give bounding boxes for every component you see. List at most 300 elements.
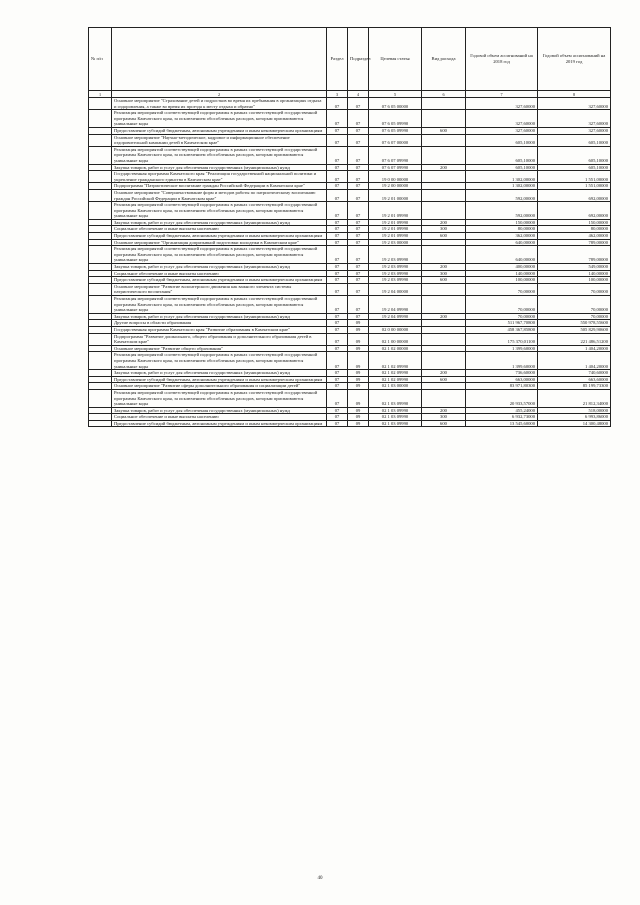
amount-2019-cell: 327,60000: [538, 110, 611, 128]
table-row: [89, 233, 611, 240]
table-header-row: [89, 28, 611, 91]
expense-type-cell: 600: [422, 233, 466, 240]
amount-2019-cell: 1 551,00000: [538, 171, 611, 183]
target-article-cell: 02 1 03 09990: [369, 420, 422, 427]
expense-type-cell: [422, 202, 466, 220]
header-amount-2018: Годовой объем ассигнований на 2018 год: [466, 28, 538, 91]
table-row: [89, 320, 611, 327]
row-name-cell: Закупка товаров, работ и услуг для обеспечения государственных (муниципальных) нужд: [112, 370, 327, 377]
amount-2018-cell: 605,10000: [466, 146, 538, 164]
section-cell: 07: [327, 134, 348, 146]
amount-2019-cell: 692,00000: [538, 202, 611, 220]
section-cell: 07: [327, 219, 348, 226]
row-name-cell: Социальное обеспечение и иные выплаты населению: [112, 414, 327, 421]
expense-type-cell: 600: [422, 277, 466, 284]
amount-2019-cell: 1 404,20000: [538, 352, 611, 370]
column-number-row: [89, 91, 611, 98]
row-number-cell: [89, 202, 112, 220]
column-number: 2: [112, 91, 327, 98]
amount-2018-cell: 70,00000: [466, 313, 538, 320]
amount-2019-cell: 505 829,90600: [538, 326, 611, 333]
amount-2019-cell: 21 812,34000: [538, 389, 611, 407]
expense-type-cell: [422, 183, 466, 190]
section-cell: 07: [327, 326, 348, 333]
table-row: [89, 98, 611, 110]
section-cell: 07: [327, 164, 348, 171]
row-number-cell: [89, 389, 112, 407]
target-article-cell: 02 1 02 00000: [369, 345, 422, 352]
row-name-cell: Предоставление субсидий бюджетным, автономным учреждениям и иным некоммерческим организациям: [112, 420, 327, 427]
row-name-cell: Предоставление субсидий бюджетным, автономным учреждениям и иным некоммерческим организациям: [112, 376, 327, 383]
subsection-cell: 07: [348, 264, 369, 271]
target-article-cell: 07 6 05 09990: [369, 127, 422, 134]
subsection-cell: 07: [348, 226, 369, 233]
expense-type-cell: 200: [422, 407, 466, 414]
target-article-cell: 02 1 03 09990: [369, 407, 422, 414]
subsection-cell: 07: [348, 296, 369, 314]
amount-2018-cell: 1 302,00000: [466, 171, 538, 183]
amount-2019-cell: 605,10000: [538, 146, 611, 164]
table-row: [89, 246, 611, 264]
row-name-cell: Основное мероприятие "Страхование детей и подростков во время их пребывания в организациях отдыха и оздоровления, а также во время их проезда к месту отдыха и обратно": [112, 98, 327, 110]
amount-2018-cell: 175 370,01100: [466, 333, 538, 345]
amount-2018-cell: 150,00000: [466, 219, 538, 226]
expense-type-cell: [422, 326, 466, 333]
amount-2019-cell: 605,10000: [538, 134, 611, 146]
column-number: 3: [327, 91, 348, 98]
amount-2019-cell: 740,60000: [538, 370, 611, 377]
amount-2019-cell: 549,00000: [538, 264, 611, 271]
row-number-cell: [89, 407, 112, 414]
budget-table: [88, 27, 611, 427]
section-cell: 07: [327, 383, 348, 390]
expense-type-cell: [422, 283, 466, 295]
row-name-cell: Социальное обеспечение и иные выплаты населению: [112, 226, 327, 233]
amount-2018-cell: 6 932,73000: [466, 414, 538, 421]
expense-type-cell: 200: [422, 164, 466, 171]
row-number-cell: [89, 345, 112, 352]
table-row: [89, 127, 611, 134]
table-row: [89, 352, 611, 370]
row-name-cell: Другие вопросы в области образования: [112, 320, 327, 327]
row-name-cell: Реализация мероприятий соответствующей подпрограммы в рамках соответствующей государственной программы Камчатского края, за исключением обособленных расходов, которым присваиваются уникальные коды: [112, 202, 327, 220]
subsection-cell: 07: [348, 219, 369, 226]
row-name-cell: Предоставление субсидий бюджетным, автономным учреждениям и иным некоммерческим организациям: [112, 233, 327, 240]
subsection-cell: 07: [348, 246, 369, 264]
amount-2018-cell: 362,00000: [466, 233, 538, 240]
subsection-cell: 07: [348, 110, 369, 128]
target-article-cell: 19 2 01 00000: [369, 189, 422, 201]
amount-2018-cell: 140,00000: [466, 270, 538, 277]
table-row: [89, 313, 611, 320]
expense-type-cell: 600: [422, 420, 466, 427]
row-number-cell: [89, 283, 112, 295]
table-row: [89, 283, 611, 295]
target-article-cell: 07 6 07 09990: [369, 146, 422, 164]
row-number-cell: [89, 420, 112, 427]
table-row: [89, 326, 611, 333]
amount-2019-cell: 550 978,55600: [538, 320, 611, 327]
amount-2018-cell: 400,00000: [466, 264, 538, 271]
target-article-cell: 19 2 03 09990: [369, 270, 422, 277]
column-number: 5: [369, 91, 422, 98]
subsection-cell: 09: [348, 333, 369, 345]
row-number-cell: [89, 296, 112, 314]
target-article-cell: 07 6 07 00000: [369, 134, 422, 146]
target-article-cell: 02 1 02 09990: [369, 352, 422, 370]
section-cell: 07: [327, 320, 348, 327]
target-article-cell: 19 2 01 09990: [369, 219, 422, 226]
amount-2019-cell: 70,00000: [538, 313, 611, 320]
row-name-cell: Подпрограмма "Развитие дошкольного, общего образования и дополнительного образования детей в Камчатском крае": [112, 333, 327, 345]
header-target: Целевая статья: [369, 28, 422, 91]
subsection-cell: 09: [348, 345, 369, 352]
amount-2019-cell: 327,60000: [538, 127, 611, 134]
amount-2018-cell: 1 302,00000: [466, 183, 538, 190]
amount-2018-cell: 455,24000: [466, 407, 538, 414]
target-article-cell: 02 0 00 00000: [369, 326, 422, 333]
table-row: [89, 383, 611, 390]
subsection-cell: 09: [348, 420, 369, 427]
row-number-cell: [89, 376, 112, 383]
amount-2018-cell: 736,60000: [466, 370, 538, 377]
expense-type-cell: [422, 296, 466, 314]
target-article-cell: 07 6 05 00000: [369, 98, 422, 110]
column-number: 8: [538, 91, 611, 98]
column-number: 7: [466, 91, 538, 98]
row-name-cell: Закупка товаров, работ и услуг для обеспечения государственных (муниципальных) нужд: [112, 313, 327, 320]
target-article-cell: [369, 320, 422, 327]
row-name-cell: Основное мероприятие "Организация допризывной подготовки молодежи в Камчатском крае": [112, 239, 327, 246]
expense-type-cell: [422, 171, 466, 183]
subsection-cell: 07: [348, 270, 369, 277]
section-cell: 07: [327, 407, 348, 414]
subsection-cell: 09: [348, 352, 369, 370]
amount-2019-cell: 140,00000: [538, 270, 611, 277]
column-number: 4: [348, 91, 369, 98]
target-article-cell: 02 1 03 00000: [369, 383, 422, 390]
target-article-cell: 19 2 01 09990: [369, 202, 422, 220]
amount-2018-cell: 20 933,57000: [466, 389, 538, 407]
target-article-cell: 19 2 03 09990: [369, 246, 422, 264]
row-name-cell: Закупка товаров, работ и услуг для обеспечения государственных (муниципальных) нужд: [112, 407, 327, 414]
table-body: [89, 98, 611, 427]
subsection-cell: 07: [348, 164, 369, 171]
expense-type-cell: [422, 320, 466, 327]
section-cell: 07: [327, 376, 348, 383]
section-cell: 07: [327, 239, 348, 246]
amount-2018-cell: 592,00000: [466, 189, 538, 201]
amount-2018-cell: 327,60000: [466, 127, 538, 134]
section-cell: 07: [327, 146, 348, 164]
subsection-cell: 07: [348, 183, 369, 190]
row-name-cell: Реализация мероприятий соответствующей подпрограммы в рамках соответствующей государственной программы Камчатского края, за исключением обособленных расходов, которым присваиваются уникальные коды: [112, 146, 327, 164]
section-cell: 07: [327, 277, 348, 284]
amount-2019-cell: 1 551,00000: [538, 183, 611, 190]
row-number-cell: [89, 239, 112, 246]
table-row: [89, 345, 611, 352]
expense-type-cell: [422, 98, 466, 110]
amount-2019-cell: 789,00000: [538, 246, 611, 264]
section-cell: 07: [327, 226, 348, 233]
amount-2019-cell: 518,00000: [538, 407, 611, 414]
row-number-cell: [89, 146, 112, 164]
amount-2019-cell: 221 486,51200: [538, 333, 611, 345]
section-cell: 07: [327, 352, 348, 370]
subsection-cell: 07: [348, 283, 369, 295]
target-article-cell: 19 2 03 09990: [369, 264, 422, 271]
subsection-cell: 09: [348, 320, 369, 327]
subsection-cell: 09: [348, 383, 369, 390]
section-cell: 07: [327, 370, 348, 377]
amount-2018-cell: 605,10000: [466, 134, 538, 146]
expense-type-cell: 300: [422, 270, 466, 277]
table-row: [89, 277, 611, 284]
row-name-cell: Реализация мероприятий соответствующей подпрограммы в рамках соответствующей государственной программы Камчатского края, за исключением обособленных расходов, которым присваиваются уникальные коды: [112, 296, 327, 314]
table-row: [89, 164, 611, 171]
table-row: [89, 296, 611, 314]
expense-type-cell: 200: [422, 219, 466, 226]
row-name-cell: Основное мероприятие "Совершенствование форм и методов работы по патриотическому воспитанию граждан Российской Федерации в Камчатском крае": [112, 189, 327, 201]
expense-type-cell: [422, 239, 466, 246]
column-number: 1: [89, 91, 112, 98]
section-cell: 07: [327, 233, 348, 240]
table-row: [89, 420, 611, 427]
row-number-cell: [89, 189, 112, 201]
amount-2018-cell: 80,00000: [466, 226, 538, 233]
target-article-cell: 07 6 07 09990: [369, 164, 422, 171]
amount-2018-cell: 13 545,60000: [466, 420, 538, 427]
row-name-cell: Закупка товаров, работ и услуг для обеспечения государственных (муниципальных) нужд: [112, 219, 327, 226]
subsection-cell: 07: [348, 239, 369, 246]
amount-2019-cell: 462,00000: [538, 233, 611, 240]
table-row: [89, 183, 611, 190]
amount-2018-cell: 327,60000: [466, 98, 538, 110]
subsection-cell: 07: [348, 171, 369, 183]
section-cell: 07: [327, 98, 348, 110]
header-expense-type: Вид расхода: [422, 28, 466, 91]
target-article-cell: 02 1 03 09990: [369, 414, 422, 421]
row-number-cell: [89, 183, 112, 190]
expense-type-cell: 600: [422, 376, 466, 383]
table-row: [89, 389, 611, 407]
row-number-cell: [89, 326, 112, 333]
row-name-cell: Подпрограмма "Патриотическое воспитание граждан Российской Федерации в Камчатском крае": [112, 183, 327, 190]
expense-type-cell: [422, 333, 466, 345]
amount-2018-cell: 70,00000: [466, 296, 538, 314]
subsection-cell: 07: [348, 202, 369, 220]
section-cell: 07: [327, 345, 348, 352]
expense-type-cell: 600: [422, 127, 466, 134]
amount-2018-cell: 511 967,70800: [466, 320, 538, 327]
row-number-cell: [89, 333, 112, 345]
row-number-cell: [89, 313, 112, 320]
amount-2019-cell: 150,00000: [538, 219, 611, 226]
row-name-cell: Закупка товаров, работ и услуг для обеспечения государственных (муниципальных) нужд: [112, 264, 327, 271]
section-cell: 07: [327, 189, 348, 201]
header-num: № п/п: [89, 28, 112, 91]
table-row: [89, 264, 611, 271]
row-number-cell: [89, 320, 112, 327]
amount-2018-cell: 327,60000: [466, 110, 538, 128]
row-name-cell: Государственная программа Камчатского края "Развитие образования в Камчатском крае": [112, 326, 327, 333]
table-row: [89, 226, 611, 233]
section-cell: 07: [327, 283, 348, 295]
row-name-cell: Основное мероприятие "Развитие волонтерского движения как важного элемента системы патриотического воспитания": [112, 283, 327, 295]
target-article-cell: 19 2 04 09990: [369, 313, 422, 320]
expense-type-cell: 200: [422, 370, 466, 377]
subsection-cell: 09: [348, 370, 369, 377]
amount-2019-cell: 70,00000: [538, 296, 611, 314]
subsection-cell: 09: [348, 326, 369, 333]
amount-2019-cell: 1 404,20000: [538, 345, 611, 352]
target-article-cell: 02 1 02 09990: [369, 370, 422, 377]
expense-type-cell: [422, 146, 466, 164]
section-cell: 07: [327, 264, 348, 271]
row-number-cell: [89, 98, 112, 110]
expense-type-cell: [422, 246, 466, 264]
amount-2018-cell: 1 399,60000: [466, 352, 538, 370]
row-number-cell: [89, 246, 112, 264]
row-name-cell: Реализация мероприятий соответствующей подпрограммы в рамках соответствующей государственной программы Камчатского края, за исключением обособленных расходов, которым присваиваются уникальные коды: [112, 352, 327, 370]
row-number-cell: [89, 134, 112, 146]
section-cell: 07: [327, 127, 348, 134]
table-row: [89, 189, 611, 201]
section-cell: 07: [327, 389, 348, 407]
amount-2018-cell: 100,00000: [466, 277, 538, 284]
table-row: [89, 333, 611, 345]
header-name: [112, 28, 327, 91]
target-article-cell: 19 2 01 09990: [369, 226, 422, 233]
row-number-cell: [89, 171, 112, 183]
expense-type-cell: [422, 383, 466, 390]
row-number-cell: [89, 264, 112, 271]
row-number-cell: [89, 127, 112, 134]
row-number-cell: [89, 383, 112, 390]
amount-2019-cell: 85 199,73300: [538, 383, 611, 390]
expense-type-cell: 300: [422, 414, 466, 421]
target-article-cell: 19 2 01 09990: [369, 233, 422, 240]
target-article-cell: 02 1 03 09990: [369, 389, 422, 407]
section-cell: 07: [327, 420, 348, 427]
amount-2019-cell: 6 993,86000: [538, 414, 611, 421]
target-article-cell: 19 2 04 09990: [369, 296, 422, 314]
amount-2019-cell: 327,60000: [538, 98, 611, 110]
target-article-cell: 02 1 02 09990: [369, 376, 422, 383]
row-number-cell: [89, 233, 112, 240]
table-row: [89, 219, 611, 226]
section-cell: 07: [327, 270, 348, 277]
table-row: [89, 407, 611, 414]
header-subsection: Подраздел: [348, 28, 369, 91]
amount-2019-cell: 605,10000: [538, 164, 611, 171]
row-number-cell: [89, 370, 112, 377]
expense-type-cell: 200: [422, 313, 466, 320]
table-row: [89, 270, 611, 277]
target-article-cell: 19 2 03 00000: [369, 239, 422, 246]
table-row: [89, 370, 611, 377]
target-article-cell: 02 1 00 00000: [369, 333, 422, 345]
table-row: [89, 134, 611, 146]
row-number-cell: [89, 110, 112, 128]
header-section: Раздел: [327, 28, 348, 91]
target-article-cell: 19 2 00 00000: [369, 183, 422, 190]
amount-2018-cell: 83 971,80300: [466, 383, 538, 390]
amount-2019-cell: 14 300,48000: [538, 420, 611, 427]
subsection-cell: 07: [348, 134, 369, 146]
row-name-cell: Основное мероприятие "Развитие общего образования": [112, 345, 327, 352]
amount-2019-cell: 789,00000: [538, 239, 611, 246]
row-name-cell: Социальное обеспечение и иные выплаты населению: [112, 270, 327, 277]
row-name-cell: Реализация мероприятий соответствующей подпрограммы в рамках соответствующей государственной программы Камчатского края, за исключением обособленных расходов, которым присваиваются уникальные коды: [112, 389, 327, 407]
amount-2019-cell: 70,00000: [538, 283, 611, 295]
expense-type-cell: [422, 345, 466, 352]
table-row: [89, 171, 611, 183]
row-number-cell: [89, 270, 112, 277]
subsection-cell: 07: [348, 277, 369, 284]
subsection-cell: 07: [348, 146, 369, 164]
expense-type-cell: [422, 389, 466, 407]
row-name-cell: Предоставление субсидий бюджетным, автономным учреждениям и иным некоммерческим организациям: [112, 127, 327, 134]
expense-type-cell: [422, 352, 466, 370]
header-amount-2019: Годовой объем ассигнований на 2019 год: [538, 28, 611, 91]
subsection-cell: 07: [348, 127, 369, 134]
section-cell: 07: [327, 110, 348, 128]
amount-2018-cell: 70,00000: [466, 283, 538, 295]
table-row: [89, 202, 611, 220]
amount-2018-cell: 640,00000: [466, 239, 538, 246]
table-row: [89, 110, 611, 128]
row-number-cell: [89, 277, 112, 284]
target-article-cell: 19 2 04 00000: [369, 283, 422, 295]
section-cell: 07: [327, 414, 348, 421]
section-cell: 07: [327, 313, 348, 320]
subsection-cell: 09: [348, 414, 369, 421]
page-number: 40: [317, 876, 323, 881]
section-cell: 07: [327, 171, 348, 183]
column-number: 6: [422, 91, 466, 98]
row-number-cell: [89, 219, 112, 226]
subsection-cell: 09: [348, 376, 369, 383]
expense-type-cell: 300: [422, 226, 466, 233]
target-article-cell: 19 2 03 09990: [369, 277, 422, 284]
amount-2018-cell: 605,10000: [466, 164, 538, 171]
subsection-cell: 07: [348, 189, 369, 201]
amount-2018-cell: 640,00000: [466, 246, 538, 264]
subsection-cell: 07: [348, 98, 369, 110]
table-row: [89, 239, 611, 246]
row-name-cell: Государственная программа Камчатского края "Реализация государственной национальной политики и укрепление гражданского единства в Камчатском крае": [112, 171, 327, 183]
subsection-cell: 07: [348, 313, 369, 320]
section-cell: 07: [327, 246, 348, 264]
row-number-cell: [89, 164, 112, 171]
subsection-cell: 09: [348, 389, 369, 407]
table-row: [89, 376, 611, 383]
table-row: [89, 146, 611, 164]
amount-2019-cell: 663,60000: [538, 376, 611, 383]
row-number-cell: [89, 226, 112, 233]
row-name-cell: Основное мероприятие "Развитие сферы дополнительного образования и социализации детей": [112, 383, 327, 390]
row-name-cell: Закупка товаров, работ и услуг для обеспечения государственных (муниципальных) нужд: [112, 164, 327, 171]
section-cell: 07: [327, 333, 348, 345]
amount-2018-cell: 663,00000: [466, 376, 538, 383]
expense-type-cell: [422, 134, 466, 146]
section-cell: 07: [327, 296, 348, 314]
amount-2019-cell: 80,00000: [538, 226, 611, 233]
expense-type-cell: [422, 189, 466, 201]
amount-2018-cell: 592,00000: [466, 202, 538, 220]
row-name-cell: Предоставление субсидий бюджетным, автономным учреждениям и иным некоммерческим организациям: [112, 277, 327, 284]
